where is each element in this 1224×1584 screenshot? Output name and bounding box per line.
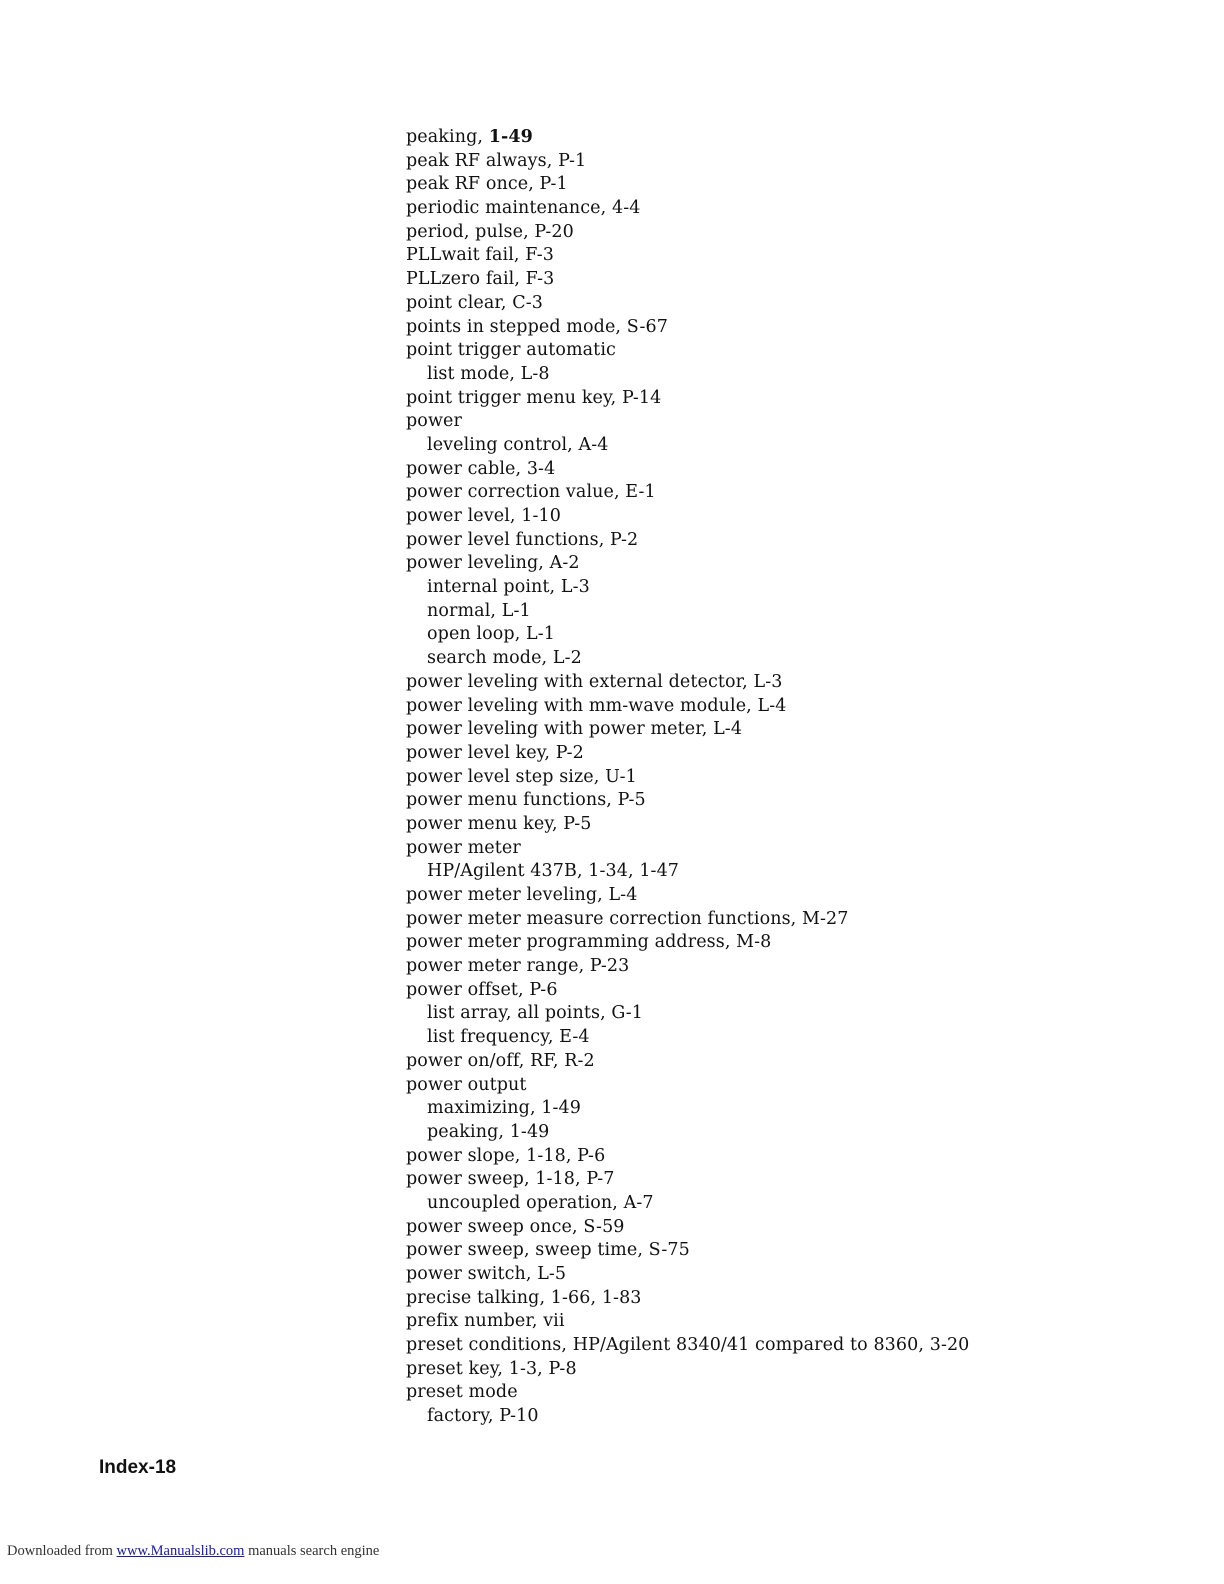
index-entry-text: power leveling, A-2 [406,553,580,574]
index-entry [406,1358,969,1382]
index-entry-text: power level step size, U-1 [406,766,637,787]
index-entry [406,221,969,245]
index-entry-text: search mode, L-2 [427,648,582,669]
index-entry-text: power leveling with power meter, L-4 [406,719,743,740]
index-entry-text: power meter programming address, M-8 [406,932,772,953]
index-entry [406,695,969,719]
index-entry-text: power level functions, P-2 [406,529,639,550]
index-entry [406,766,969,790]
index-entry [406,931,969,955]
footer-suffix: manuals search engine [244,1543,380,1559]
index-subentry [406,600,969,624]
index-entry-text: power meter range, P-23 [406,956,630,977]
index-entry-text: power meter [406,837,521,858]
index-entry-text: HP/Agilent 437B, 1-34, 1-47 [427,861,680,882]
index-entry [406,458,969,482]
index-entry-text: list frequency, E-4 [427,1027,590,1048]
index-entry-text: precise talking, 1-66, 1-83 [406,1287,642,1308]
index-entry [406,505,969,529]
index-entry-text: list array, all points, G-1 [427,1003,644,1024]
index-entry [406,1074,969,1098]
index-entry [406,268,969,292]
index-entry-text: power output [406,1074,527,1095]
index-entry-text: power switch, L-5 [406,1264,567,1284]
index-entry-text: power menu functions, P-5 [406,790,646,811]
index-page-ref-bold: 1-49 [488,127,533,147]
index-entry-text: preset mode [406,1382,518,1403]
index-entry [406,789,969,813]
footer-prefix: Downloaded from [7,1543,117,1559]
index-entry [406,387,969,411]
index-entry [406,1239,969,1263]
index-entry [406,671,969,695]
index-entry-text: power level, 1-10 [406,506,561,526]
index-entry-text: peak RF once, P-1 [406,174,568,195]
index-entry-text: periodic maintenance, 4-4 [406,198,641,219]
index-entry [406,979,969,1003]
index-entry-text: power sweep, sweep time, S-75 [406,1240,690,1261]
index-subentry [406,860,969,884]
index-entry-text: point clear, C-3 [406,292,543,313]
index-entry [406,529,969,553]
index-entry [406,339,969,363]
index-entry-text: leveling control, A-4 [427,434,609,455]
index-entry-text: PLLzero fail, F-3 [406,269,555,290]
index-entry-text: power level key, P-2 [406,742,584,763]
index-entry-text: power leveling with external detector, L-3 [406,671,783,692]
index-subentry [406,1002,969,1026]
index-entry-text: internal point, L-3 [427,577,590,598]
index-entry [406,742,969,766]
index-entry-text: uncoupled operation, A-7 [427,1192,654,1213]
index-entry-text: points in stepped mode, S-67 [406,316,668,337]
index-entry [406,884,969,908]
index-subentry [406,434,969,458]
index-subentry [406,1097,969,1121]
index-entry-text: power leveling with mm-wave module, L-4 [406,695,787,716]
index-entry-text: power correction value, E-1 [406,482,656,503]
index-entry-text: preset key, 1-3, P-8 [406,1358,577,1379]
index-entry [406,1287,969,1311]
index-entry [406,837,969,861]
index-entry [406,1310,969,1334]
index-subentry [406,1192,969,1216]
index-entry [406,150,969,174]
index-entry [406,481,969,505]
index-entry [406,1168,969,1192]
index-entry [406,1263,969,1287]
index-subentry [406,623,969,647]
index-entry [406,955,969,979]
index-entry-text: power offset, P-6 [406,979,558,1000]
index-entry [406,126,969,150]
index-entry-text: power slope, 1-18, P-6 [406,1145,606,1166]
manualslib-link[interactable]: www.Manualslib.com [116,1543,245,1559]
index-entry-text: list mode, L-8 [427,363,550,384]
index-entry [406,173,969,197]
download-footer [7,1541,379,1561]
page-number: Index-18 [99,1457,177,1478]
index-entry-text: preset conditions, HP/Agilent 8340/41 compared to 8360, 3-20 [406,1335,970,1356]
index-entry-text: factory, P-10 [427,1406,539,1427]
index-entry [406,197,969,221]
index-entry [406,1381,969,1405]
index-entry-list [406,126,969,1429]
index-entry [406,1216,969,1240]
index-entry-text: peak RF always, P-1 [406,150,587,171]
index-entry [406,1050,969,1074]
index-entry [406,908,969,932]
index-entry-text: open loop, L-1 [427,624,555,645]
index-entry-text: normal, L-1 [427,600,531,621]
index-entry-text: power meter leveling, L-4 [406,885,638,905]
index-entry [406,813,969,837]
index-entry-text: power cable, 3-4 [406,458,556,479]
index-subentry [406,647,969,671]
index-entry-text: point trigger automatic [406,340,616,361]
index-entry-text: peaking, 1-49 [427,1121,550,1142]
index-entry-text: peaking, [406,127,489,147]
index-subentry [406,1405,969,1429]
index-entry-text: power menu key, P-5 [406,813,592,834]
index-subentry [406,1121,969,1145]
index-entry [406,410,969,434]
index-entry [406,1334,969,1358]
index-entry [406,718,969,742]
index-entry-text: power meter measure correction functions, M-27 [406,908,849,929]
index-entry-text: power sweep once, S-59 [406,1216,625,1237]
index-entry-text: power on/off, RF, R-2 [406,1050,595,1071]
index-subentry [406,576,969,600]
index-entry [406,316,969,340]
index-entry [406,244,969,268]
index-subentry [406,363,969,387]
index-entry-text: PLLwait fail, F-3 [406,245,554,266]
index-entry-text: maximizing, 1-49 [427,1098,582,1119]
index-entry [406,1145,969,1169]
index-entry-text: power [406,411,462,432]
index-entry-text: point trigger menu key, P-14 [406,387,662,408]
index-subentry [406,1026,969,1050]
index-entry-text: period, pulse, P-20 [406,221,574,242]
index-entry [406,552,969,576]
index-entry [406,292,969,316]
index-entry-text: power sweep, 1-18, P-7 [406,1169,615,1190]
index-entry-text: prefix number, vii [406,1311,565,1332]
